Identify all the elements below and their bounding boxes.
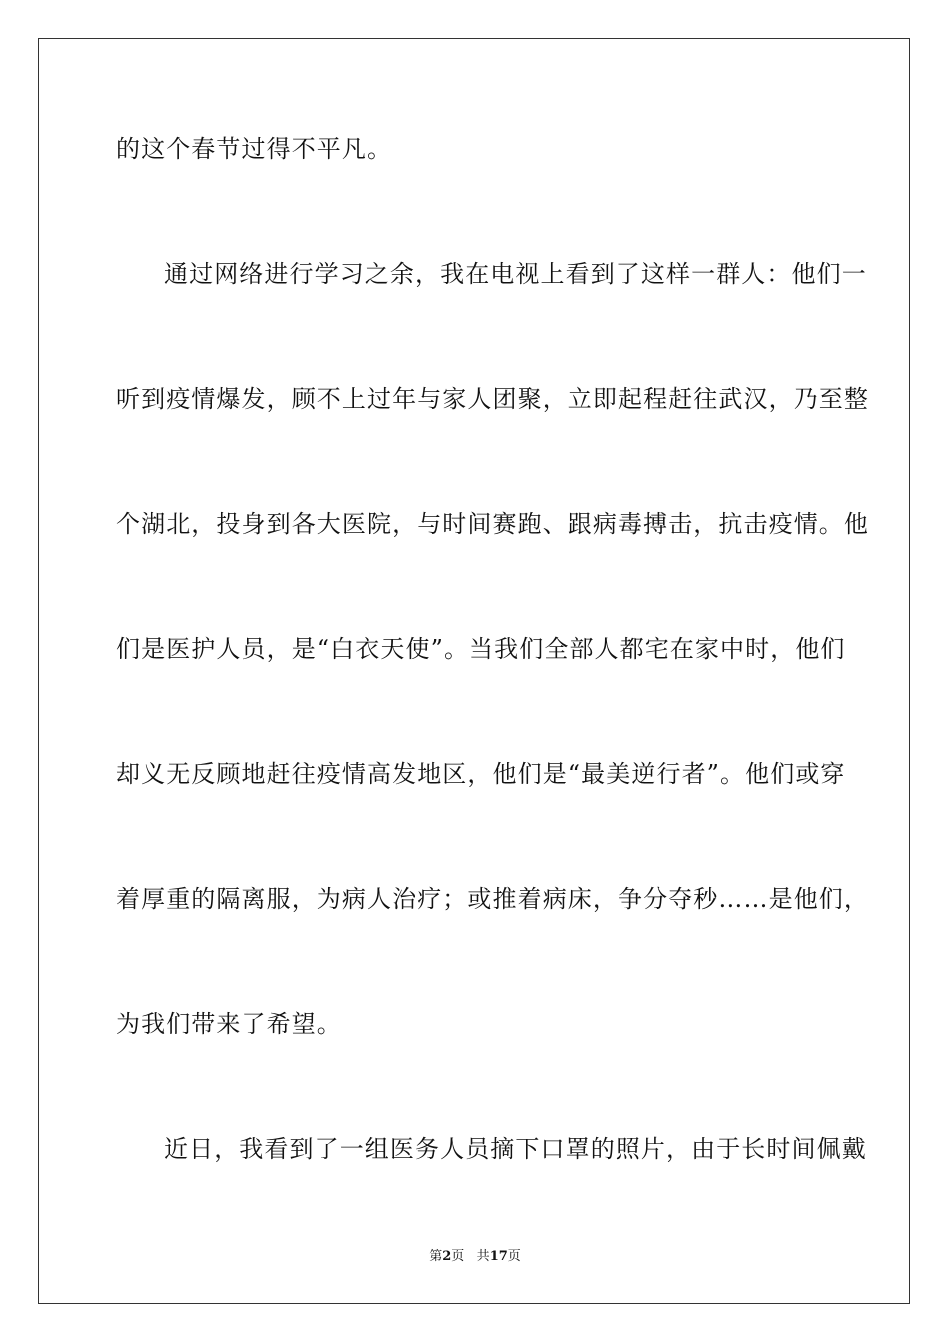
footer-page-prefix: 第 (429, 1249, 443, 1264)
text-line-4: 个湖北，投身到各大医院，与时间赛跑、跟病毒搏击，抗击疫情。他 (116, 510, 869, 538)
page-footer (0, 1248, 950, 1266)
footer-page-suffix: 页 (451, 1249, 465, 1264)
text-line-3: 听到疫情爆发，顾不上过年与家人团聚，立即起程赶往武汉，乃至整 (116, 385, 869, 413)
text-line-5: 们是医护人员，是“白衣天使”。当我们全部人都宅在家中时，他们 (116, 635, 846, 663)
text-line-1: 的这个春节过得不平凡。 (116, 135, 393, 163)
text-line-2: 通过网络进行学习之余，我在电视上看到了这样一群人：他们一 (164, 260, 867, 288)
text-line-8: 为我们带来了希望。 (116, 1010, 342, 1038)
text-line-7: 着厚重的隔离服，为病人治疗；或推着病床，争分夺秒……是他们， (116, 885, 869, 913)
text-line-9: 近日，我看到了一组医务人员摘下口罩的照片，由于长时间佩戴 (164, 1135, 867, 1163)
footer-total-prefix: 共 (476, 1249, 490, 1264)
footer-page-number: 2 (442, 1249, 452, 1264)
page-frame (38, 38, 910, 1304)
footer-total-pages: 17 (489, 1249, 508, 1264)
footer-total-suffix: 页 (507, 1249, 521, 1264)
text-line-6: 却义无反顾地赶往疫情高发地区，他们是“最美逆行者”。他们或穿 (116, 760, 846, 788)
